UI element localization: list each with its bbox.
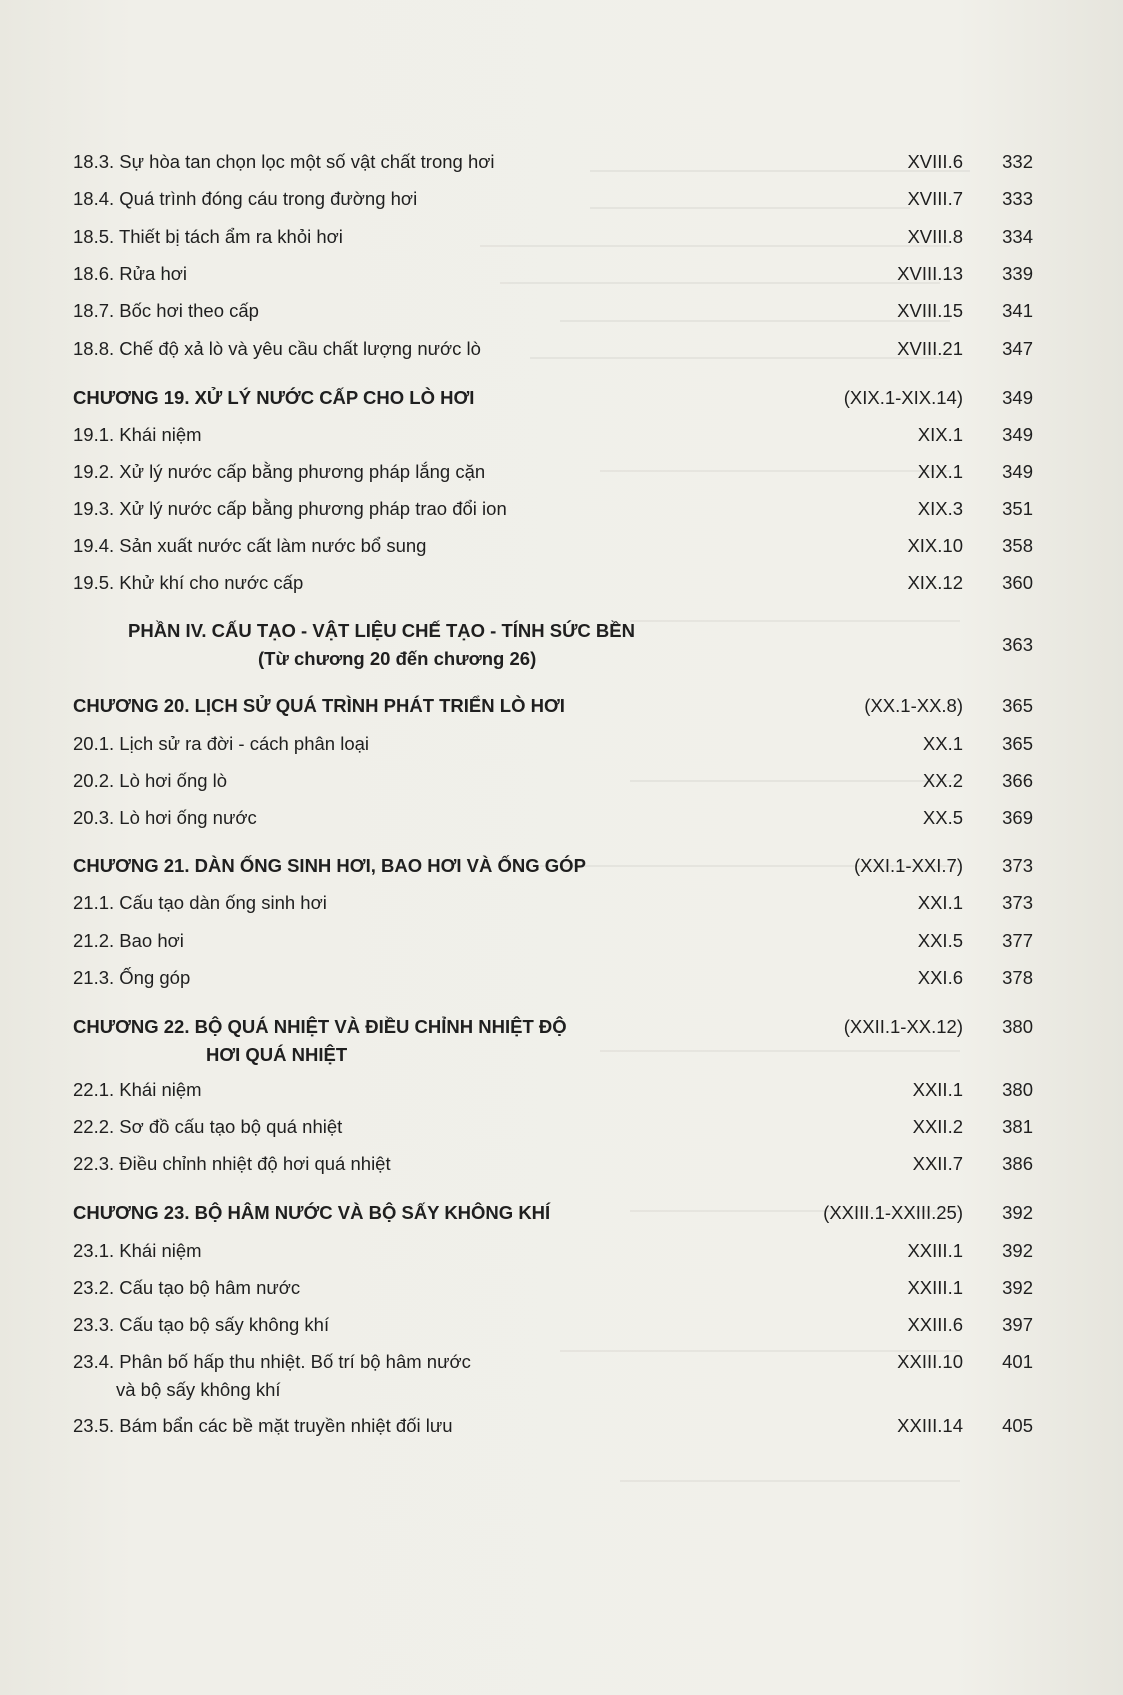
entry-page: 365 [1002,733,1033,754]
entry-title: 22.3. Điều chỉnh nhiệt độ hơi quá nhiệt [73,1153,391,1174]
toc-entry[interactable] [73,1411,1033,1441]
entry-code: XIX.1 [917,461,963,482]
toc-entry[interactable] [73,531,1033,561]
toc-entry[interactable] [73,420,1033,450]
entry-page: 386 [1002,1153,1033,1174]
entry-page: 369 [1002,807,1033,828]
chapter-title: CHƯƠNG 21. DÀN ỐNG SINH HƠI, BAO HƠI VÀ ỐNG GÓP [73,855,586,876]
entry-page: 334 [1002,226,1033,247]
entry-title: 19.3. Xử lý nước cấp bằng phương pháp trao đổi ion [73,498,507,519]
chapter-code: (XXII.1-XX.12) [843,1016,963,1037]
toc-entry[interactable] [73,568,1033,598]
toc-chapter[interactable] [73,383,1033,413]
entry-page: 381 [1002,1116,1033,1137]
entry-title: 18.5. Thiết bị tách ẩm ra khỏi hơi [73,226,343,247]
entry-title: 18.4. Quá trình đóng cáu trong đường hơi [73,188,418,209]
entry-title: 18.7. Bốc hơi theo cấp [73,300,259,321]
chapter-page: 373 [1002,855,1033,876]
entry-code: XX.5 [922,807,963,828]
entry-code: XVIII.15 [897,300,963,321]
entry-page: 349 [1002,461,1033,482]
toc-entry[interactable] [73,334,1033,364]
toc-entry[interactable] [73,147,1033,177]
entry-title: 21.3. Ống góp [73,967,191,988]
entry-code: XX.2 [922,770,963,791]
toc-entry[interactable] [73,729,1033,759]
chapter-title-continued: HƠI QUÁ NHIỆT [206,1044,348,1065]
entry-code: XVIII.8 [907,226,963,247]
toc-entry[interactable] [73,457,1033,487]
toc-entry[interactable] [73,803,1033,833]
entry-page: 392 [1002,1240,1033,1261]
chapter-page: 349 [1002,387,1033,408]
entry-code: XXI.1 [917,892,963,913]
chapter-code: (XIX.1-XIX.14) [843,387,963,408]
entry-title: 21.1. Cấu tạo dàn ống sinh hơi [73,892,327,913]
chapter-title: CHƯƠNG 23. BỘ HÂM NƯỚC VÀ BỘ SẤY KHÔNG KHÍ [73,1202,551,1223]
toc-entry[interactable] [73,766,1033,796]
toc-entry[interactable] [73,184,1033,214]
toc-entry[interactable] [73,259,1033,289]
entry-title: 18.3. Sự hòa tan chọn lọc một số vật chất trong hơi [73,151,495,172]
entry-code: XXIII.14 [897,1415,963,1436]
entry-code: XXIII.1 [907,1277,963,1298]
entry-title: 23.1. Khái niệm [73,1240,202,1261]
chapter-title: CHƯƠNG 20. LỊCH SỬ QUÁ TRÌNH PHÁT TRIỂN LÒ HƠI [73,695,565,716]
toc-chapter[interactable] [73,1198,1033,1228]
entry-title: 19.5. Khử khí cho nước cấp [73,572,304,593]
entry-page: 339 [1002,263,1033,284]
entry-page: 358 [1002,535,1033,556]
entry-page: 366 [1002,770,1033,791]
entry-title: 18.6. Rửa hơi [73,263,187,284]
entry-title: 19.4. Sản xuất nước cất làm nước bổ sung [73,535,427,556]
entry-code: XX.1 [922,733,963,754]
entry-title: 20.1. Lịch sử ra đời - cách phân loại [73,733,370,754]
entry-page: 351 [1002,498,1033,519]
entry-code: XXII.1 [912,1079,963,1100]
toc-entry[interactable] [73,926,1033,956]
entry-page: 377 [1002,930,1033,951]
toc-entry[interactable] [73,1347,1033,1407]
entry-page: 349 [1002,424,1033,445]
toc-entry[interactable] [73,1273,1033,1303]
toc-chapter[interactable] [73,691,1033,721]
entry-title: 22.2. Sơ đồ cấu tạo bộ quá nhiệt [73,1116,343,1137]
entry-code: XXII.7 [912,1153,963,1174]
entry-page: 378 [1002,967,1033,988]
entry-code: XXI.5 [917,930,963,951]
part-subtitle: (Từ chương 20 đến chương 26) [258,648,537,669]
entry-title: 23.2. Cấu tạo bộ hâm nước [73,1277,301,1298]
entry-page: 333 [1002,188,1033,209]
chapter-code: (XX.1-XX.8) [864,695,963,716]
entry-title: 19.2. Xử lý nước cấp bằng phương pháp lắng cặn [73,461,486,482]
entry-code: XVIII.13 [897,263,963,284]
toc-chapter[interactable] [73,851,1033,881]
toc-entry[interactable] [73,1149,1033,1179]
chapter-code: (XXIII.1-XXIII.25) [823,1202,963,1223]
entry-title: 20.3. Lò hơi ống nước [73,807,257,828]
entry-code: XXIII.6 [907,1314,963,1335]
entry-page: 347 [1002,338,1033,359]
chapter-title: CHƯƠNG 19. XỬ LÝ NƯỚC CẤP CHO LÒ HƠI [73,387,475,408]
entry-page: 392 [1002,1277,1033,1298]
entry-title: 21.2. Bao hơi [73,930,184,951]
toc-entry[interactable] [73,1112,1033,1142]
toc-entry[interactable] [73,1075,1033,1105]
entry-title: 20.2. Lò hơi ống lò [73,770,228,791]
entry-title: 23.5. Bám bẩn các bề mặt truyền nhiệt đối lưu [73,1415,453,1436]
entry-page: 380 [1002,1079,1033,1100]
toc-entry[interactable] [73,1236,1033,1266]
entry-code: XIX.1 [917,424,963,445]
entry-code: XXIII.10 [897,1351,963,1372]
entry-title: 22.1. Khái niệm [73,1079,202,1100]
toc-entry[interactable] [73,963,1033,993]
chapter-page: 392 [1002,1202,1033,1223]
entry-title: 23.4. Phân bố hấp thu nhiệt. Bố trí bộ hâm nước [73,1351,471,1372]
entry-code: XIX.12 [907,572,963,593]
entry-code: XVIII.7 [907,188,963,209]
toc-entry[interactable] [73,222,1033,252]
chapter-title: CHƯƠNG 22. BỘ QUÁ NHIỆT VÀ ĐIỀU CHỈNH NHIỆT ĐỘ [73,1016,567,1037]
chapter-page: 380 [1002,1016,1033,1037]
entry-code: XIX.3 [917,498,963,519]
entry-title: 19.1. Khái niệm [73,424,202,445]
entry-page: 373 [1002,892,1033,913]
part-title: PHẦN IV. CẤU TẠO - VẬT LIỆU CHẾ TẠO - TÍNH SỨC BỀN [128,620,635,641]
toc-part-heading[interactable] [73,616,1033,676]
toc-entry[interactable] [73,296,1033,326]
entry-title: 18.8. Chế độ xả lò và yêu cầu chất lượng nước lò [73,338,481,359]
entry-page: 401 [1002,1351,1033,1372]
entry-page: 397 [1002,1314,1033,1335]
entry-page: 341 [1002,300,1033,321]
entry-title: 23.3. Cấu tạo bộ sấy không khí [73,1314,330,1335]
entry-code: XXII.2 [912,1116,963,1137]
part-page: 363 [1002,634,1033,655]
chapter-code: (XXI.1-XXI.7) [854,855,963,876]
entry-code: XXIII.1 [907,1240,963,1261]
entry-code: XXI.6 [917,967,963,988]
toc-chapter[interactable] [73,1012,1033,1072]
entry-title-continued: và bộ sấy không khí [116,1379,281,1400]
entry-code: XVIII.6 [907,151,963,172]
toc-entry[interactable] [73,494,1033,524]
entry-page: 405 [1002,1415,1033,1436]
chapter-page: 365 [1002,695,1033,716]
entry-code: XVIII.21 [897,338,963,359]
entry-page: 332 [1002,151,1033,172]
entry-code: XIX.10 [907,535,963,556]
entry-page: 360 [1002,572,1033,593]
toc-entry[interactable] [73,888,1033,918]
toc-entry[interactable] [73,1310,1033,1340]
